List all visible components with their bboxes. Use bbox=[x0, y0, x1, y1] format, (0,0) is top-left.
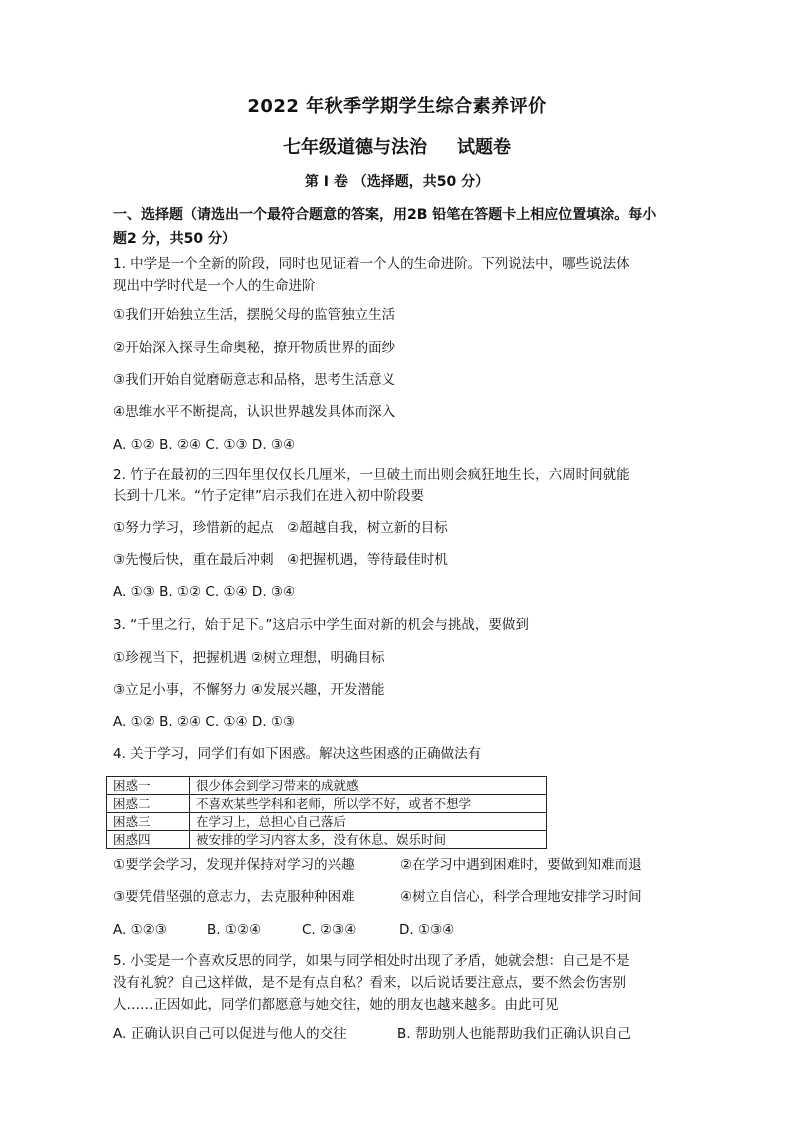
table-cell: 被安排的学习内容太多，没有休息、娱乐时间 bbox=[190, 831, 547, 849]
q1-option-2: ②开始深入探寻生命奥秘，撩开物质世界的面纱 bbox=[113, 340, 396, 356]
q4-option-3: ③要凭借坚强的意志力，去克服种种困难 bbox=[113, 889, 355, 905]
table-cell: 在学习上，总担心自己落后 bbox=[190, 813, 547, 831]
q1-stem-line-1: 1. 中学是一个全新的阶段，同时也见证着一个人的生命进阶。下列说法中，哪些说法体 bbox=[113, 256, 630, 272]
exam-subtitle bbox=[0, 133, 794, 159]
q4-stem: 4. 关于学习，同学们有如下困惑。解决这些困惑的正确做法有 bbox=[113, 746, 482, 762]
q4-option-2: ②在学习中遇到困难时，要做到知难而退 bbox=[400, 857, 642, 873]
q5-stem-line-1: 5. 小雯是一个喜欢反思的同学，如果与同学相处时出现了矛盾，她就会想：自己是不是 bbox=[113, 953, 630, 969]
section-heading-line-1: 一、选择题（请选出一个最符合题意的答案，用2B 铅笔在答题卡上相应位置填涂。每小 bbox=[113, 207, 657, 223]
q5-stem-line-2: 没有礼貌？自己这样做，是不是有点自私？看来，以后说话要注意点，要不然会伤害别 bbox=[113, 975, 626, 991]
table-row bbox=[107, 777, 547, 795]
confusion-table bbox=[106, 776, 547, 849]
q2-choices: A. ①③ B. ①② C. ①④ D. ③④ bbox=[113, 584, 296, 600]
q1-stem-line-2: 现出中学时代是一个人的生命进阶 bbox=[113, 278, 316, 294]
q4-choice-c: C. ②③④ bbox=[302, 922, 357, 938]
q4-choice-a: A. ①②③ bbox=[113, 922, 167, 938]
table-cell: 困惑二 bbox=[107, 795, 190, 813]
section-heading-line-2: 题2 分，共50 分） bbox=[113, 231, 236, 247]
table-row bbox=[107, 813, 547, 831]
table-cell: 不喜欢某些学科和老师，所以学不好，或者不想学 bbox=[190, 795, 547, 813]
q4-choice-d: D. ①③④ bbox=[399, 922, 455, 938]
q5-choice-a: A. 正确认识自己可以促进与他人的交往 bbox=[113, 1026, 347, 1042]
table-row bbox=[107, 795, 547, 813]
exam-title: 2022 年秋季学期学生综合素养评价 bbox=[247, 96, 547, 117]
table-cell: 很少体会到学习带来的成就感 bbox=[190, 777, 547, 795]
q5-stem-line-3: 人……正因如此，同学们都愿意与她交往，她的朋友也越来越多。由此可见 bbox=[113, 997, 559, 1013]
section-heading bbox=[113, 203, 693, 251]
table-cell: 困惑四 bbox=[107, 831, 190, 849]
q3-choices: A. ①② B. ②④ C. ①④ D. ①③ bbox=[113, 714, 296, 730]
q1-option-1: ①我们开始独立生活，摆脱父母的监管独立生活 bbox=[113, 307, 396, 323]
q3-options-1-2: ①珍视当下，把握机遇 ②树立理想，明确目标 bbox=[113, 650, 385, 666]
q2-options-3-4: ③先慢后快，重在最后冲刺 ④把握机遇，等待最佳时机 bbox=[113, 552, 448, 568]
q4-option-4: ④树立自信心，科学合理地安排学习时间 bbox=[400, 889, 642, 905]
q2-stem-line-1: 2. 竹子在最初的三四年里仅仅长几厘米，一旦破土而出则会疯狂地生长，六周时间就能 bbox=[113, 467, 630, 483]
q3-stem: 3. “千里之行，始于足下。”这启示中学生面对新的机会与挑战，要做到 bbox=[113, 617, 529, 633]
q1-choices: A. ①② B. ②④ C. ①③ D. ③④ bbox=[113, 437, 296, 453]
table-cell: 困惑三 bbox=[107, 813, 190, 831]
q2-options-1-2: ①努力学习，珍惜新的起点 ②超越自我，树立新的目标 bbox=[113, 520, 448, 536]
paper-type: 试题卷 bbox=[457, 137, 511, 158]
q1-option-4: ④思维水平不断提高，认识世界越发具体而深入 bbox=[113, 404, 396, 420]
q4-option-1: ①要学会学习，发现并保持对学习的兴趣 bbox=[113, 857, 355, 873]
q5-choice-b: B. 帮助别人也能帮助我们正确认识自己 bbox=[397, 1026, 631, 1042]
part-heading: 第 I 卷 （选择题，共50 分） bbox=[304, 174, 490, 190]
table-cell: 困惑一 bbox=[107, 777, 190, 795]
q2-stem-line-2: 长到十几米。“竹子定律”启示我们在进入初中阶段要 bbox=[113, 488, 424, 504]
table-row bbox=[107, 831, 547, 849]
subject-name: 七年级道德与法治 bbox=[283, 137, 427, 158]
q1-option-3: ③我们开始自觉磨砺意志和品格，思考生活意义 bbox=[113, 372, 396, 388]
q3-options-3-4: ③立足小事，不懈努力 ④发展兴趣，开发潜能 bbox=[113, 682, 385, 698]
q4-choice-b: B. ①②④ bbox=[207, 922, 262, 938]
